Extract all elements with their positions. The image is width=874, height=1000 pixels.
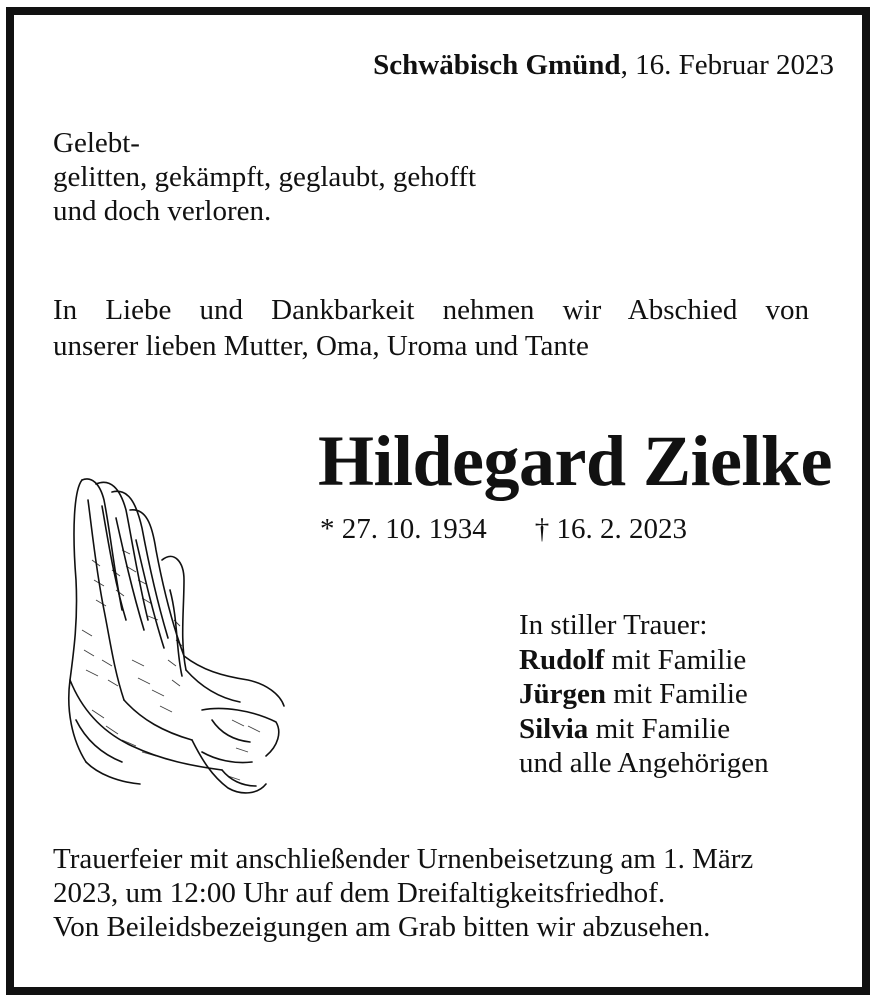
poem-line: gelitten, gekämpft, geglaubt, gehofft: [53, 161, 477, 193]
mourner-name: Rudolf: [519, 643, 605, 676]
notice-date: , 16. Februar 2023: [620, 49, 834, 81]
praying-hands-icon: [52, 470, 292, 800]
mourner-suffix: mit Familie: [606, 678, 748, 710]
mourner-entry: [519, 712, 769, 747]
farewell-intro: [53, 292, 809, 364]
ceremony-line: 2023, um 12:00 Uhr auf dem Dreifaltigkeitsfriedhof.: [53, 877, 666, 909]
mourners-closing: und alle Angehörigen: [519, 747, 769, 779]
mourner-entry: [519, 677, 769, 712]
death-date: † 16. 2. 2023: [534, 513, 687, 545]
poem-line: Gelebt-: [53, 127, 140, 159]
mourners-heading: In stiller Trauer:: [519, 609, 708, 641]
ceremony-line: Von Beileidsbezeigungen am Grab bitten wir abzusehen.: [53, 911, 711, 943]
mourner-entry: [519, 643, 769, 678]
place-name: Schwäbisch Gmünd: [373, 49, 621, 81]
mourner-name: Jürgen: [519, 678, 606, 710]
intro-line: unserer lieben Mutter, Oma, Uroma und Tante: [53, 330, 589, 362]
place-date-line: [373, 48, 834, 82]
intro-line: In Liebe und Dankbarkeit nehmen wir Abschied von: [53, 294, 809, 326]
mourners-block: [519, 608, 769, 781]
mourner-suffix: mit Familie: [604, 643, 747, 676]
mourner-suffix: mit Familie: [588, 712, 731, 745]
ceremony-line: Trauerfeier mit anschließender Urnenbeisetzung am 1. März: [53, 843, 754, 875]
ceremony-info: [53, 842, 753, 944]
poem: [53, 126, 476, 228]
birth-date: * 27. 10. 1934: [320, 513, 487, 545]
life-dates: [320, 512, 687, 546]
deceased-name: Hildegard Zielke: [318, 421, 832, 501]
mourner-name: Silvia: [519, 712, 589, 745]
poem-line: und doch verloren.: [53, 195, 272, 227]
